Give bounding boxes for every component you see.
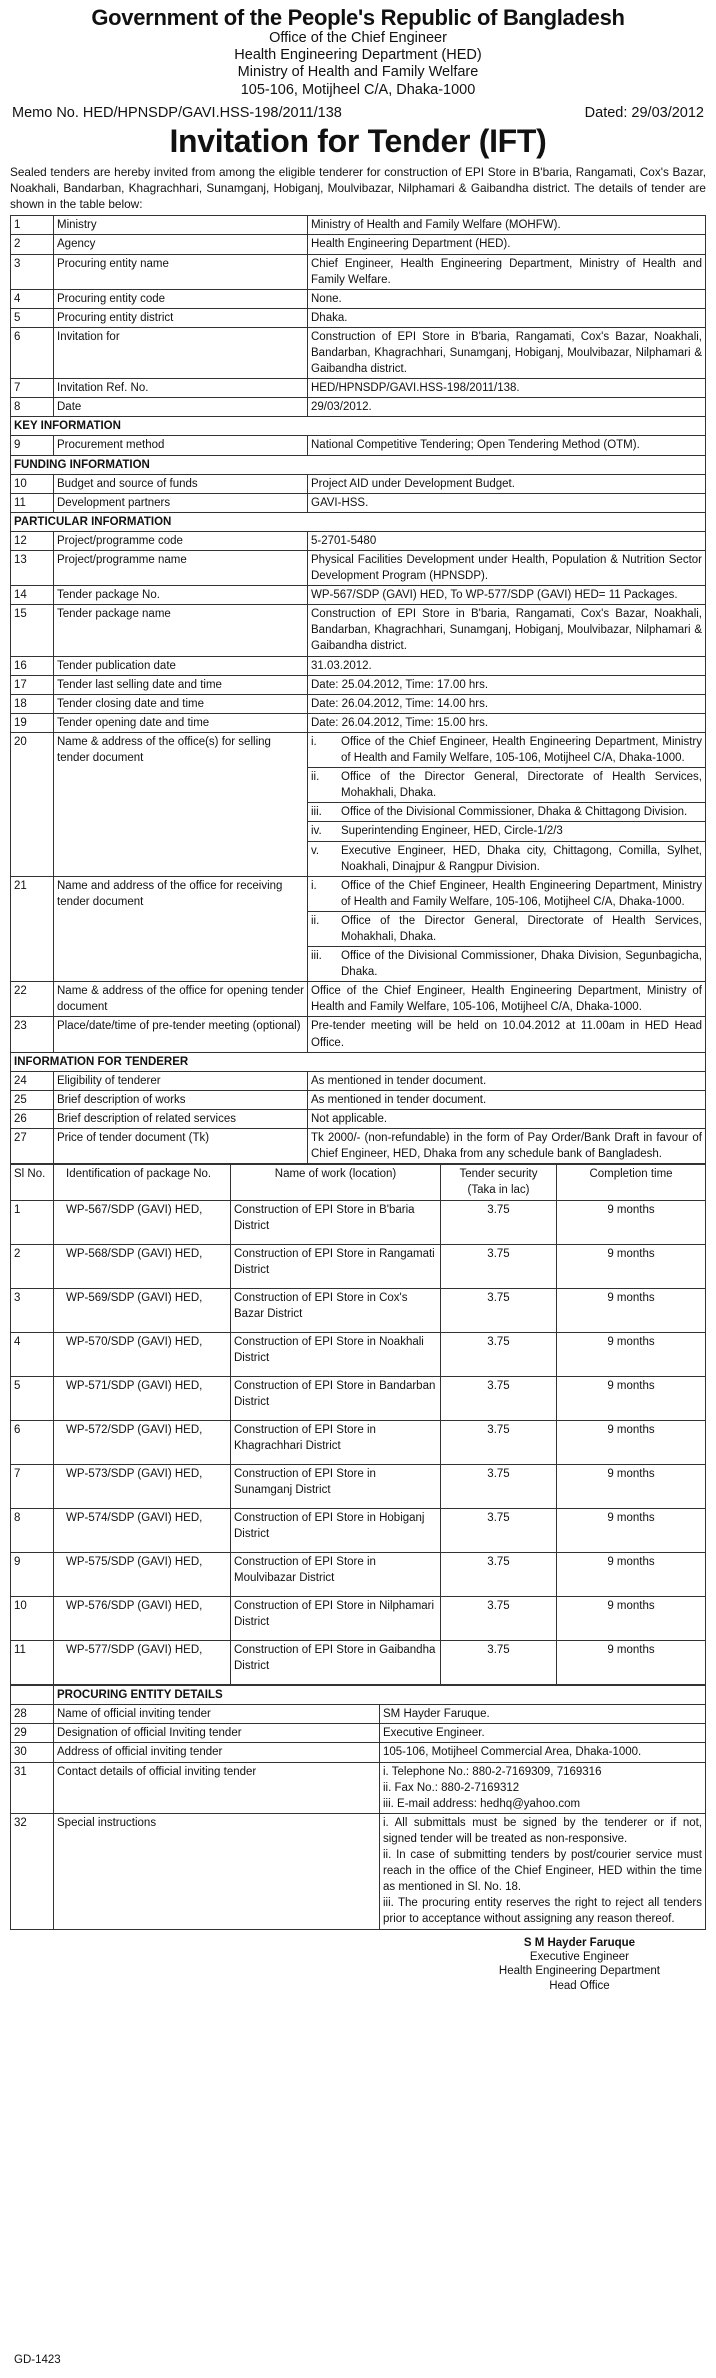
memo-row	[10, 103, 706, 123]
table-row	[11, 1705, 706, 1724]
package-sl: 8	[11, 1509, 54, 1553]
table-row	[11, 982, 706, 1017]
table-row	[11, 1129, 706, 1164]
row-value: Office of the Chief Engineer, Health Engineering Department, Ministry of Health and Family Welfare, 105-106, Motijheel C/A, Dhaka-1000.	[308, 982, 706, 1017]
package-work: Construction of EPI Store in Khagrachhari District	[231, 1421, 441, 1465]
list-item	[308, 803, 705, 822]
row-number: 3	[11, 254, 54, 289]
row-label: Procuring entity code	[54, 289, 308, 308]
table-row	[11, 675, 706, 694]
office-line: Office of the Chief Engineer	[269, 30, 447, 47]
row-label: Project/programme code	[54, 531, 308, 550]
row-number: 26	[11, 1109, 54, 1128]
row-label: Name & address of the office for opening tender document	[54, 982, 308, 1017]
package-table	[10, 1164, 706, 1685]
row-value: Chief Engineer, Health Engineering Department, Ministry of Health and Family Welfare.	[308, 254, 706, 289]
row-label: Date	[54, 398, 308, 417]
row-number: 23	[11, 1017, 54, 1052]
intro-paragraph: Sealed tenders are hereby invited from among the eligible tenderer for construction of EPI Store in B'baria, Rangamati, Cox's Bazar, Noakhali, Bandarban, Khagrachhari, Sunamganj, Hobiganj, Moulvibazar, Nilphamari & Gaibandha district. The details of tender are shown in the table below:	[10, 164, 706, 212]
address-line: 105-106, Motijheel C/A, Dhaka-1000	[240, 81, 476, 98]
package-work: Construction of EPI Store in Cox's Bazar District	[231, 1289, 441, 1333]
row-number: 6	[11, 327, 54, 378]
table-row	[11, 474, 706, 493]
ministry-line: Ministry of Health and Family Welfare	[237, 64, 479, 81]
row-value: None.	[308, 289, 706, 308]
row-number: 19	[11, 713, 54, 732]
signatory-department: Health Engineering Department	[498, 1965, 660, 1978]
package-security: 3.75	[441, 1641, 557, 1685]
list-item-number: ii.	[311, 914, 320, 927]
row-value: Construction of EPI Store in B'baria, Rangamati, Cox's Bazar, Noakhali, Bandarban, Khagrachhari, Sunamganj, Hobiganj, Moulvibazar, Nilphamari & Gaibandha district.	[308, 605, 706, 656]
section-information-for-tenderer: INFORMATION FOR TENDERER	[11, 1052, 706, 1071]
row-label: Place/date/time of pre-tender meeting (optional)	[54, 1017, 308, 1052]
row-number: 18	[11, 694, 54, 713]
section-header-row	[11, 1052, 706, 1071]
row-number: 9	[11, 436, 54, 455]
package-id: WP-567/SDP (GAVI) HED,	[54, 1201, 231, 1245]
row-label: Development partners	[54, 493, 308, 512]
row-number: 30	[11, 1743, 54, 1762]
row-value: National Competitive Tendering; Open Tendering Method (OTM).	[308, 436, 706, 455]
table-row	[11, 254, 706, 289]
header-sl: Sl No.	[11, 1165, 54, 1201]
row-number: 15	[11, 605, 54, 656]
header-tender-security: Tender security (Taka in lac)	[441, 1165, 557, 1201]
instruction-item: iii. The procuring entity reserves the right to reject all tenders prior to acceptance without assigning any reason thereof.	[383, 1897, 702, 1926]
package-sl: 2	[11, 1245, 54, 1289]
table-row	[11, 551, 706, 586]
package-security: 3.75	[441, 1245, 557, 1289]
row-number: 14	[11, 586, 54, 605]
package-id: WP-574/SDP (GAVI) HED,	[54, 1509, 231, 1553]
package-sl: 5	[11, 1377, 54, 1421]
row-label: Procurement method	[54, 436, 308, 455]
row-label: Designation of official Inviting tender	[54, 1724, 380, 1743]
row-number: 24	[11, 1071, 54, 1090]
row-value: As mentioned in tender document.	[308, 1090, 706, 1109]
package-row	[11, 1465, 706, 1509]
package-row	[11, 1289, 706, 1333]
package-work: Construction of EPI Store in Rangamati District	[231, 1245, 441, 1289]
email-line: iii. E-mail address: hedhq@yahoo.com	[383, 1797, 581, 1810]
row-label: Brief description of related services	[54, 1109, 308, 1128]
package-security: 3.75	[441, 1465, 557, 1509]
list-item	[308, 877, 705, 912]
section-key-information: KEY INFORMATION	[11, 417, 706, 436]
package-work: Construction of EPI Store in Sunamganj District	[231, 1465, 441, 1509]
list-item-number: ii.	[311, 771, 320, 784]
package-work: Construction of EPI Store in Nilphamari District	[231, 1597, 441, 1641]
package-time: 9 months	[557, 1509, 706, 1553]
package-row	[11, 1597, 706, 1641]
instruction-item: ii. In case of submitting tenders by post/courier service must reach in the office of the Chief Engineer, HED within the time as mentioned in Sl. No. 18.	[383, 1849, 702, 1894]
table-row	[11, 1071, 706, 1090]
row-value: Dhaka.	[308, 308, 706, 327]
row-value: 31.03.2012.	[308, 656, 706, 675]
row-number: 29	[11, 1724, 54, 1743]
row-value: GAVI-HSS.	[308, 493, 706, 512]
row-label: Tender package name	[54, 605, 308, 656]
package-work: Construction of EPI Store in Gaibandha District	[231, 1641, 441, 1685]
table-row	[11, 531, 706, 550]
package-sl: 11	[11, 1641, 54, 1685]
row-number: 16	[11, 656, 54, 675]
row-label: Tender opening date and time	[54, 713, 308, 732]
telephone-line: i. Telephone No.: 880-2-7169309, 7169316	[383, 1765, 602, 1778]
row-number: 10	[11, 474, 54, 493]
table-row	[11, 379, 706, 398]
package-row	[11, 1509, 706, 1553]
list-item	[308, 912, 705, 947]
row-value: 5-2701-5480	[308, 531, 706, 550]
row-label: Ministry	[54, 216, 308, 235]
list-item-text: Superintending Engineer, HED, Circle-1/2/3	[341, 825, 563, 838]
row-number: 17	[11, 675, 54, 694]
package-time: 9 months	[557, 1641, 706, 1685]
table-row	[11, 436, 706, 455]
row-label: Special instructions	[54, 1813, 380, 1929]
package-row	[11, 1333, 706, 1377]
instruction-item: i. All submittals must be signed by the tenderer or if not, signed tender will be treated as non-responsive.	[383, 1816, 702, 1845]
row-value: Construction of EPI Store in B'baria, Rangamati, Cox's Bazar, Noakhali, Bandarban, Khagrachhari, Sunamganj, Hobiganj, Moulvibazar, Nilphamari & Gaibandha district.	[308, 327, 706, 378]
table-row	[11, 235, 706, 254]
package-table-header	[11, 1165, 706, 1201]
package-row	[11, 1377, 706, 1421]
package-security: 3.75	[441, 1509, 557, 1553]
signature-lines	[499, 1936, 660, 1994]
package-row	[11, 1201, 706, 1245]
table-row	[11, 216, 706, 235]
list-item-text: Office of the Divisional Commissioner, Dhaka Division, Segunbagicha, Dhaka.	[341, 950, 702, 979]
table-row	[11, 1090, 706, 1109]
table-row	[11, 586, 706, 605]
receiving-offices-list	[311, 877, 702, 982]
row-number: 22	[11, 982, 54, 1017]
row-value: 29/03/2012.	[308, 398, 706, 417]
row-number: 21	[11, 876, 54, 982]
row-number: 25	[11, 1090, 54, 1109]
package-time: 9 months	[557, 1333, 706, 1377]
table-row	[11, 605, 706, 656]
special-instructions-cell	[380, 1813, 706, 1929]
row-value: Health Engineering Department (HED).	[308, 235, 706, 254]
row-number: 2	[11, 235, 54, 254]
list-item-text: Office of the Director General, Directorate of Health Services, Mohakhali, Dhaka.	[341, 914, 702, 943]
package-work: Construction of EPI Store in Hobiganj District	[231, 1509, 441, 1553]
package-id: WP-573/SDP (GAVI) HED,	[54, 1465, 231, 1509]
row-value: Date: 26.04.2012, Time: 15.00 hrs.	[308, 713, 706, 732]
row-number: 20	[11, 732, 54, 876]
row-label: Agency	[54, 235, 308, 254]
publication-code: GD-1423	[14, 2354, 61, 2366]
row-label: Tender closing date and time	[54, 694, 308, 713]
row-label: Name and address of the office for receiving tender document	[54, 876, 308, 982]
list-item	[308, 947, 705, 981]
row-number: 27	[11, 1129, 54, 1164]
package-id: WP-568/SDP (GAVI) HED,	[54, 1245, 231, 1289]
row-label: Project/programme name	[54, 551, 308, 586]
signatory-designation: Executive Engineer	[529, 1950, 629, 1963]
row-number: 13	[11, 551, 54, 586]
tender-details-table	[10, 215, 706, 1164]
package-security: 3.75	[441, 1597, 557, 1641]
row-number: 1	[11, 216, 54, 235]
list-item	[308, 842, 705, 876]
list-item	[308, 733, 705, 768]
header-completion-time: Completion time	[557, 1165, 706, 1201]
header-work-name: Name of work (location)	[231, 1165, 441, 1201]
row-label: Invitation Ref. No.	[54, 379, 308, 398]
row-label: Invitation for	[54, 327, 308, 378]
row-number: 28	[11, 1705, 54, 1724]
list-item	[308, 768, 705, 803]
row-value: Ministry of Health and Family Welfare (MOHFW).	[308, 216, 706, 235]
row-label: Budget and source of funds	[54, 474, 308, 493]
row-label: Name & address of the office(s) for selling tender document	[54, 732, 308, 876]
signatory-name: S M Hayder Faruque	[523, 1936, 636, 1949]
package-time: 9 months	[557, 1377, 706, 1421]
row-label: Tender publication date	[54, 656, 308, 675]
package-sl: 7	[11, 1465, 54, 1509]
row-value: Not applicable.	[308, 1109, 706, 1128]
package-time: 9 months	[557, 1201, 706, 1245]
section-procuring-entity-details: PROCURING ENTITY DETAILS	[54, 1686, 706, 1705]
table-row	[11, 1017, 706, 1052]
package-time: 9 months	[557, 1465, 706, 1509]
row-value: 105-106, Motijheel Commercial Area, Dhaka-1000.	[380, 1743, 706, 1762]
list-item-text: Office of the Chief Engineer, Health Engineering Department, Ministry of Health and Family Welfare, 105-106, Motijheel C/A, Dhaka-1000.	[341, 879, 702, 908]
signature-block	[10, 1936, 706, 1994]
table-row	[11, 493, 706, 512]
package-security: 3.75	[441, 1553, 557, 1597]
list-item-text: Office of the Director General, Directorate of Health Services, Mohakhali, Dhaka.	[341, 771, 702, 800]
row-number	[11, 1686, 54, 1705]
package-sl: 1	[11, 1201, 54, 1245]
list-item-number: i.	[311, 879, 317, 892]
package-row	[11, 1421, 706, 1465]
row-value: Project AID under Development Budget.	[308, 474, 706, 493]
row-label: Procuring entity district	[54, 308, 308, 327]
row-label: Name of official inviting tender	[54, 1705, 380, 1724]
table-row	[11, 1743, 706, 1762]
row-label: Address of official inviting tender	[54, 1743, 380, 1762]
package-id: WP-570/SDP (GAVI) HED,	[54, 1333, 231, 1377]
invitation-title: Invitation for Tender (IFT)	[169, 122, 547, 159]
package-id: WP-576/SDP (GAVI) HED,	[54, 1597, 231, 1641]
package-security: 3.75	[441, 1377, 557, 1421]
section-particular-information: PARTICULAR INFORMATION	[11, 512, 706, 531]
department-line: Health Engineering Department (HED)	[234, 47, 482, 64]
row-number: 8	[11, 398, 54, 417]
package-security: 3.75	[441, 1201, 557, 1245]
section-header-row	[11, 1686, 706, 1705]
table-row	[11, 713, 706, 732]
row-label: Brief description of works	[54, 1090, 308, 1109]
table-row	[11, 289, 706, 308]
package-id: WP-575/SDP (GAVI) HED,	[54, 1553, 231, 1597]
fax-line: ii. Fax No.: 880-2-7169312	[383, 1781, 520, 1794]
signatory-office: Head Office	[549, 1979, 610, 1992]
row-label: Tender last selling date and time	[54, 675, 308, 694]
receiving-offices-list-cell	[308, 876, 706, 982]
row-label: Contact details of official inviting tender	[54, 1762, 380, 1813]
package-time: 9 months	[557, 1553, 706, 1597]
memo-number: Memo No. HED/HPNSDP/GAVI.HSS-198/2011/138	[12, 104, 342, 121]
table-row	[11, 732, 706, 876]
procuring-entity-table	[10, 1685, 706, 1929]
row-label: Tender package No.	[54, 586, 308, 605]
list-item-number: iii.	[311, 950, 322, 963]
row-value: As mentioned in tender document.	[308, 1071, 706, 1090]
package-time: 9 months	[557, 1289, 706, 1333]
package-row	[11, 1641, 706, 1685]
list-item	[308, 822, 705, 841]
table-row	[11, 1813, 706, 1929]
section-funding-information: FUNDING INFORMATION	[11, 455, 706, 474]
list-item-text: Office of the Chief Engineer, Health Engineering Department, Ministry of Health and Family Welfare, 105-106, Motijheel C/A, Dhaka-1000.	[341, 735, 702, 765]
package-id: WP-571/SDP (GAVI) HED,	[54, 1377, 231, 1421]
package-sl: 10	[11, 1597, 54, 1641]
package-work: Construction of EPI Store in Bandarban District	[231, 1377, 441, 1421]
package-work: Construction of EPI Store in Noakhali District	[231, 1333, 441, 1377]
row-value: Date: 26.04.2012, Time: 14.00 hrs.	[308, 694, 706, 713]
row-number: 7	[11, 379, 54, 398]
row-number: 31	[11, 1762, 54, 1813]
row-label: Price of tender document (Tk)	[54, 1129, 308, 1164]
package-time: 9 months	[557, 1245, 706, 1289]
row-number: 12	[11, 531, 54, 550]
government-title: Government of the People's Republic of Bangladesh	[91, 5, 625, 30]
list-item-number: v.	[311, 844, 320, 857]
package-time: 9 months	[557, 1421, 706, 1465]
package-id: WP-569/SDP (GAVI) HED,	[54, 1289, 231, 1333]
selling-offices-list	[311, 733, 702, 876]
row-value: SM Hayder Faruque.	[380, 1705, 706, 1724]
table-row	[11, 1724, 706, 1743]
row-value: Pre-tender meeting will be held on 10.04.2012 at 11.00am in HED Head Office.	[308, 1017, 706, 1052]
row-number: 5	[11, 308, 54, 327]
list-item-number: iii.	[311, 806, 322, 819]
package-work: Construction of EPI Store in Moulvibazar District	[231, 1553, 441, 1597]
package-sl: 6	[11, 1421, 54, 1465]
table-row	[11, 694, 706, 713]
table-row	[11, 1109, 706, 1128]
memo-date: Dated: 29/03/2012	[584, 104, 704, 121]
table-row	[11, 1762, 706, 1813]
package-sl: 3	[11, 1289, 54, 1333]
section-header-row	[11, 512, 706, 531]
row-value: Physical Facilities Development under Health, Population & Nutrition Sector Development Program (HPNSDP).	[308, 551, 706, 586]
table-row	[11, 398, 706, 417]
row-number: 11	[11, 493, 54, 512]
section-header-row	[11, 417, 706, 436]
section-header-row	[11, 455, 706, 474]
row-label: Procuring entity name	[54, 254, 308, 289]
table-row	[11, 327, 706, 378]
package-security: 3.75	[441, 1333, 557, 1377]
contact-details-cell	[380, 1762, 706, 1813]
package-sl: 9	[11, 1553, 54, 1597]
package-time: 9 months	[557, 1597, 706, 1641]
table-row	[11, 308, 706, 327]
row-number: 4	[11, 289, 54, 308]
package-id: WP-577/SDP (GAVI) HED,	[54, 1641, 231, 1685]
package-sl: 4	[11, 1333, 54, 1377]
table-row	[11, 656, 706, 675]
row-value: Tk 2000/- (non-refundable) in the form of Pay Order/Bank Draft in favour of Chief Engineer, HED, Dhaka from any schedule bank of Bangladesh.	[308, 1129, 706, 1164]
list-item-text: Executive Engineer, HED, Dhaka city, Chittagong, Comilla, Sylhet, Noakhali, Dinajpur & Rangpur Division.	[341, 844, 702, 873]
row-value: Executive Engineer.	[380, 1724, 706, 1743]
package-row	[11, 1245, 706, 1289]
list-item-number: iv.	[311, 825, 322, 838]
row-value: Date: 25.04.2012, Time: 17.00 hrs.	[308, 675, 706, 694]
package-work: Construction of EPI Store in B'baria District	[231, 1201, 441, 1245]
package-id: WP-572/SDP (GAVI) HED,	[54, 1421, 231, 1465]
list-item-text: Office of the Divisional Commissioner, Dhaka & Chittagong Division.	[341, 806, 688, 819]
row-value: WP-567/SDP (GAVI) HED, To WP-577/SDP (GAVI) HED= 11 Packages.	[308, 586, 706, 605]
list-item-number: i.	[311, 735, 317, 748]
row-value: HED/HPNSDP/GAVI.HSS-198/2011/138.	[308, 379, 706, 398]
package-security: 3.75	[441, 1289, 557, 1333]
row-label: Eligibility of tenderer	[54, 1071, 308, 1090]
header-package-id: Identification of package No.	[54, 1165, 231, 1201]
package-row	[11, 1553, 706, 1597]
row-number: 32	[11, 1813, 54, 1929]
package-security: 3.75	[441, 1421, 557, 1465]
selling-offices-list-cell	[308, 732, 706, 876]
table-row	[11, 876, 706, 982]
